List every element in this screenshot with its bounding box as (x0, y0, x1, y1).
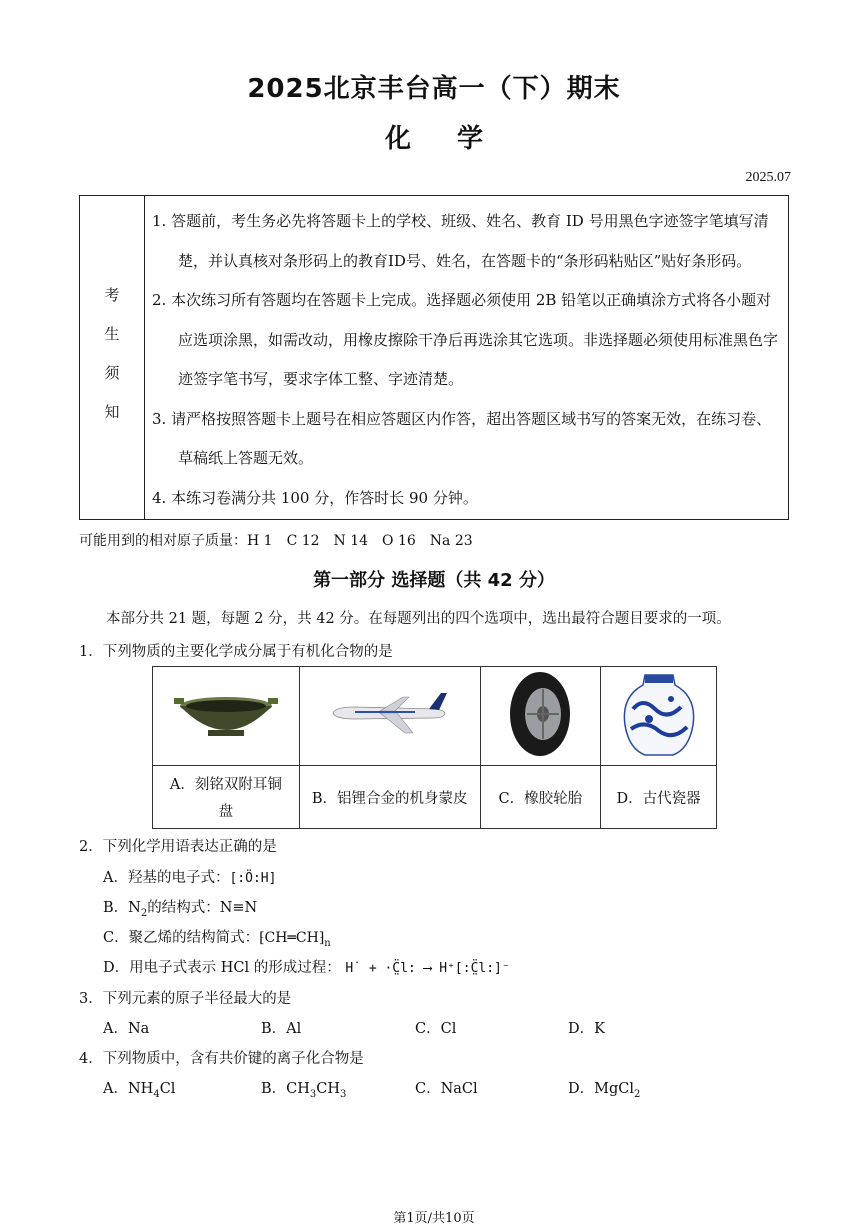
page-title: 2025北京丰台高一（下）期末 (247, 74, 621, 104)
question-1-table (152, 666, 717, 829)
question-3-option-a: A．Na (103, 1021, 150, 1037)
question-4-stem: 4．下列物质中，含有共价键的离子化合物是 (79, 1051, 364, 1067)
question-2-option-a: A．羟基的电子式：[:Ö:H] (103, 870, 277, 886)
notice-label-char: 生 (104, 325, 120, 343)
question-2-option-b: B．$N_2$的结构式：N≡N (103, 900, 258, 919)
polyethylene-formula: $⁅CH═CH⁆_n$ (259, 930, 331, 949)
atomic-masses: 可能用到的相对原子质量：H 1 C 12 N 14 O 16 Na 23 (79, 533, 473, 549)
subject-char: 化 (384, 124, 411, 154)
option-c-caption: C．橡胶轮胎 (480, 766, 601, 829)
question-3-stem: 3．下列元素的原子半径最大的是 (79, 991, 292, 1007)
notice-line: 楚，并认真核对条形码上的教育ID号、姓名，在答题卡的“条形码粘贴区”贴好条形码。 (178, 251, 752, 270)
section-title: 第一部分 选择题（共 42 分） (313, 570, 555, 591)
question-1-stem: 1．下列物质的主要化学成分属于有机化合物的是 (79, 644, 393, 660)
notice-label-char: 须 (104, 364, 120, 382)
notice-line: 2. 本次练习所有答题均在答题卡上完成。选择题必须使用 2B 铅笔以正确填涂方式将各小题对 (152, 291, 772, 309)
subject-char: 学 (457, 124, 484, 154)
notice-label-char: 考 (104, 286, 120, 304)
notice-line: 迹签字笔书写，要求字体工整、字迹清楚。 (178, 370, 464, 388)
tire-image (480, 667, 601, 766)
option-b-caption: B．铝锂合金的机身蒙皮 (299, 766, 480, 829)
question-2-option-d: D．用电子式表示 HCl 的形成过程： H˙ + ·C̤̈l: ⟶ H⁺[:C̤̈l:]⁻ (103, 960, 510, 976)
question-2-option-c: C．聚乙烯的结构简式：$⁅CH═CH⁆_n$ (103, 930, 331, 949)
hcl-formation-diagram: H˙ + ·C̤̈l: ⟶ H⁺[:C̤̈l:]⁻ (345, 961, 510, 976)
bronze-plate-image (153, 667, 300, 766)
notice-line: 4. 本练习卷满分共 100 分，作答时长 90 分钟。 (152, 488, 478, 507)
option-d-caption: D．古代瓷器 (601, 766, 717, 829)
question-3-option-b: B．Al (261, 1021, 302, 1037)
question-4-option-d: D．MgCl$_2$ (568, 1081, 641, 1100)
question-2-stem: 2．下列化学用语表达正确的是 (79, 839, 277, 855)
option-a-caption: A．刻铭双附耳铜 盘 (153, 766, 300, 829)
subject-title (0, 118, 868, 155)
airplane-image (299, 667, 480, 766)
question-3-option-c: C．Cl (415, 1021, 457, 1037)
notice-line: 应选项涂黑，如需改动，用橡皮擦除干净后再选涂其它选项。非选择题必须使用标准黑色字 (178, 330, 779, 349)
question-4-option-a: A．$NH_4Cl$ (103, 1081, 176, 1100)
notice-line: 草稿纸上答题无效。 (178, 449, 314, 467)
exam-date: 2025.07 (745, 170, 791, 185)
section-intro: 本部分共 21 题，每题 2 分，共 42 分。在每题列出的四个选项中，选出最符合题目要求的一项。 (106, 611, 731, 627)
page-footer: 第1页/共10页 (393, 1211, 475, 1226)
notice-line: 1. 答题前，考生务必先将答题卡上的学校、班级、姓名、教育 ID 号用黑色字迹签字笔填写清 (152, 212, 769, 230)
porcelain-image (601, 667, 717, 766)
notice-label (80, 196, 145, 519)
notice-label-char: 知 (104, 403, 120, 421)
question-3-option-d: D．K (568, 1021, 605, 1037)
hydroxyl-electron-formula: [:Ö:H] (229, 871, 277, 886)
notice-box (79, 195, 789, 520)
question-4-option-b: B．$CH_3CH_3$ (261, 1081, 347, 1100)
notice-line: 3. 请严格按照答题卡上题号在相应答题区内作答，超出答题区域书写的答案无效，在练习卷、 (152, 409, 772, 428)
question-4-option-c: C．NaCl (415, 1081, 478, 1097)
notice-content (152, 202, 784, 518)
